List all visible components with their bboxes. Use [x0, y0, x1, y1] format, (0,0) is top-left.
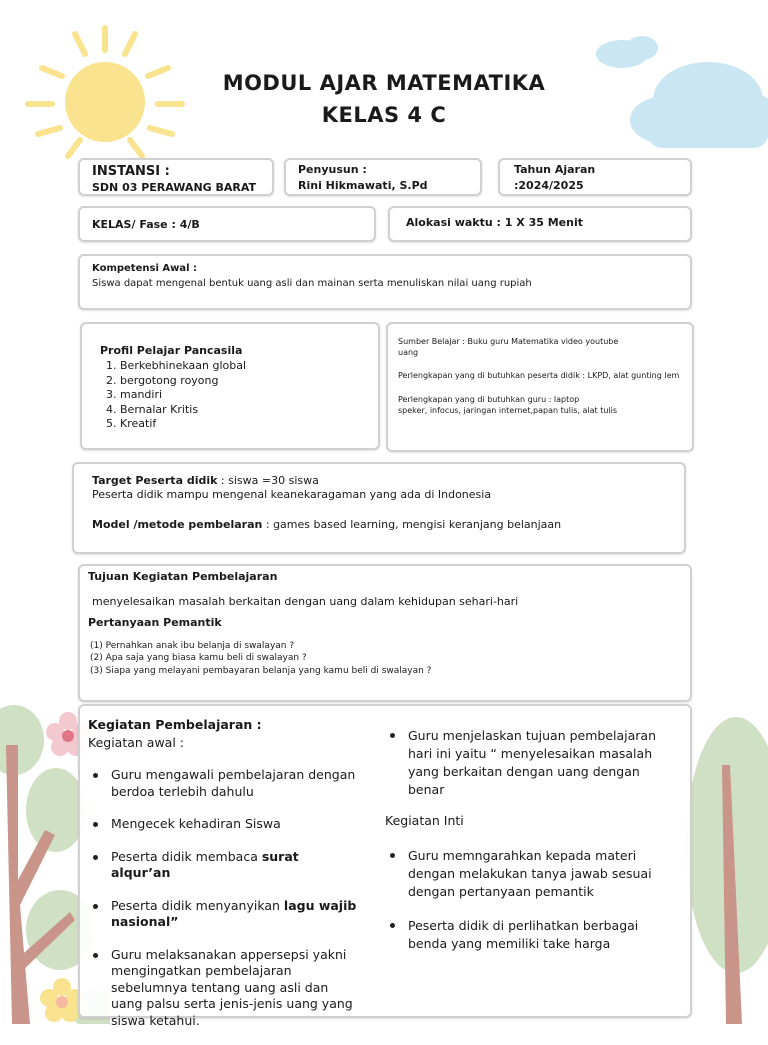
model-label: Model /metode pembelaran	[92, 518, 263, 531]
instansi-label: INSTANSI :	[92, 164, 170, 179]
list-item-text: Mengecek kehadiran Siswa	[111, 816, 281, 831]
page-title: MODUL AJAR MATEMATIKA	[222, 71, 546, 95]
instansi-value: SDN 03 PERAWANG BARAT	[92, 181, 257, 194]
penyusun-value: Rini Hikmawati, S.Pd	[298, 179, 428, 192]
tahun-ajaran-label: Tahun Ajaran	[514, 163, 596, 176]
kegiatan-awal-list	[88, 767, 358, 1045]
list-item: Guru menjelaskan tujuan pembelajaran hari ini yaitu “ menyelesaikan masalah yang berkaitan dengan uang dengan benar	[385, 727, 667, 799]
list-item: 2. bergotong royong	[120, 374, 246, 389]
penyusun-label: Penyusun :	[298, 163, 367, 176]
sumber-line: Sumber Belajar : Buku guru Matematika video youtube	[398, 337, 619, 346]
list-item: 3. mandiri	[120, 388, 246, 403]
tujuan-label: Tujuan Kegiatan Pembelajaran	[88, 570, 278, 583]
list-item	[88, 816, 358, 833]
kompetensi-awal-label: Kompetensi Awal :	[92, 263, 197, 274]
kelas-fase-text: KELAS/ Fase : 4/B	[92, 218, 200, 231]
kompetensi-awal-text: Siswa dapat mengenal bentuk uang asli dan mainan serta menuliskan nilai uang rupiah	[92, 278, 532, 289]
target-label: Target Peserta didik	[92, 474, 218, 487]
list-item: 1. Berkebhinekaan global	[120, 359, 246, 374]
pertanyaan-label: Pertanyaan Pemantik	[88, 616, 222, 629]
list-item: 5. Kreatif	[120, 417, 246, 432]
alokasi-waktu-box	[388, 206, 692, 242]
perlengkapan-guru-line: Perlengkapan yang di butuhkan guru : laptop	[398, 395, 580, 404]
model-value: : games based learning, mengisi keranjang belanjaan	[262, 518, 562, 531]
perlengkapan-guru-line: speker, infocus, jaringan internet,papan tulis, alat tulis	[398, 406, 618, 415]
list-item-bold: surat alqur’an	[111, 848, 299, 880]
list-item	[88, 849, 358, 882]
sumber-line: uang	[398, 348, 419, 357]
list-item-bold: lagu wajib nasional”	[111, 897, 357, 929]
pertanyaan-item: (2) Apa saja yang biasa kamu beli di swalayan ?	[90, 653, 307, 663]
tree-illustration-right	[680, 715, 768, 1024]
profil-pelajar-box	[80, 322, 380, 450]
list-item: 4. Bernalar Kritis	[120, 403, 246, 418]
target-value: : siswa =30 siswa	[217, 474, 319, 487]
tujuan-text: menyelesaikan masalah berkaitan dengan uang dalam kehidupan sehari-hari	[92, 595, 519, 608]
alokasi-waktu-text: Alokasi waktu : 1 X 35 Menit	[406, 216, 583, 229]
list-item-text: Peserta didik membaca	[111, 848, 262, 864]
target-box	[72, 462, 686, 554]
kegiatan-inti-list	[385, 847, 667, 969]
instansi-box	[78, 158, 274, 196]
list-item: Peserta didik di perlihatkan berbagai benda yang memiliki take harga	[385, 917, 667, 953]
sun-illustration	[20, 20, 190, 170]
kegiatan-awal-list-right	[385, 727, 667, 815]
kelas-fase-box	[78, 206, 376, 242]
list-item	[88, 898, 358, 931]
pertanyaan-item: (3) Siapa yang melayani pembayaran belanja yang kamu beli di swalayan ?	[90, 666, 432, 676]
list-item: Guru melaksanakan appersepsi yakni mengingatkan pembelajaran sebelumnya tentang uang asli dan uang palsu serta jenis-jenis uang yang siswa ketahui.	[88, 947, 358, 1030]
list-item: Guru memngarahkan kepada materi dengan melakukan tanya jawab sesuai dengan pertanyaan pemantik	[385, 847, 667, 901]
kompetensi-awal-box	[78, 254, 692, 310]
tahun-ajaran-value: :2024/2025	[514, 179, 584, 192]
kegiatan-awal-label: Kegiatan awal :	[88, 735, 184, 750]
target-desc: Peserta didik mampu mengenal keanekaragaman yang ada di Indonesia	[92, 488, 492, 501]
profil-title: Profil Pelajar Pancasila	[100, 344, 243, 357]
sumber-belajar-box	[386, 322, 694, 452]
perlengkapan-siswa-line: Perlengkapan yang di butuhkan peserta didik : LKPD, alat gunting lem	[398, 371, 680, 380]
kegiatan-inti-label: Kegiatan Inti	[385, 813, 464, 828]
page-subtitle: KELAS 4 C	[321, 103, 447, 127]
pertanyaan-item: (1) Pernahkan anak ibu belanja di swalayan ?	[90, 641, 295, 651]
cloud-illustration	[588, 30, 768, 160]
list-item-text: Peserta didik menyanyikan	[111, 897, 284, 913]
model-line	[92, 518, 561, 531]
profil-list	[100, 359, 246, 432]
kegiatan-box	[78, 704, 692, 1028]
penyusun-box	[284, 158, 482, 196]
kegiatan-label: Kegiatan Pembelajaran :	[88, 717, 262, 732]
target-line	[92, 474, 319, 487]
tahun-ajaran-box	[498, 158, 692, 196]
tujuan-box	[78, 564, 692, 702]
list-item: Guru mengawali pembelajaran dengan berdoa terlebih dahulu	[88, 767, 358, 800]
